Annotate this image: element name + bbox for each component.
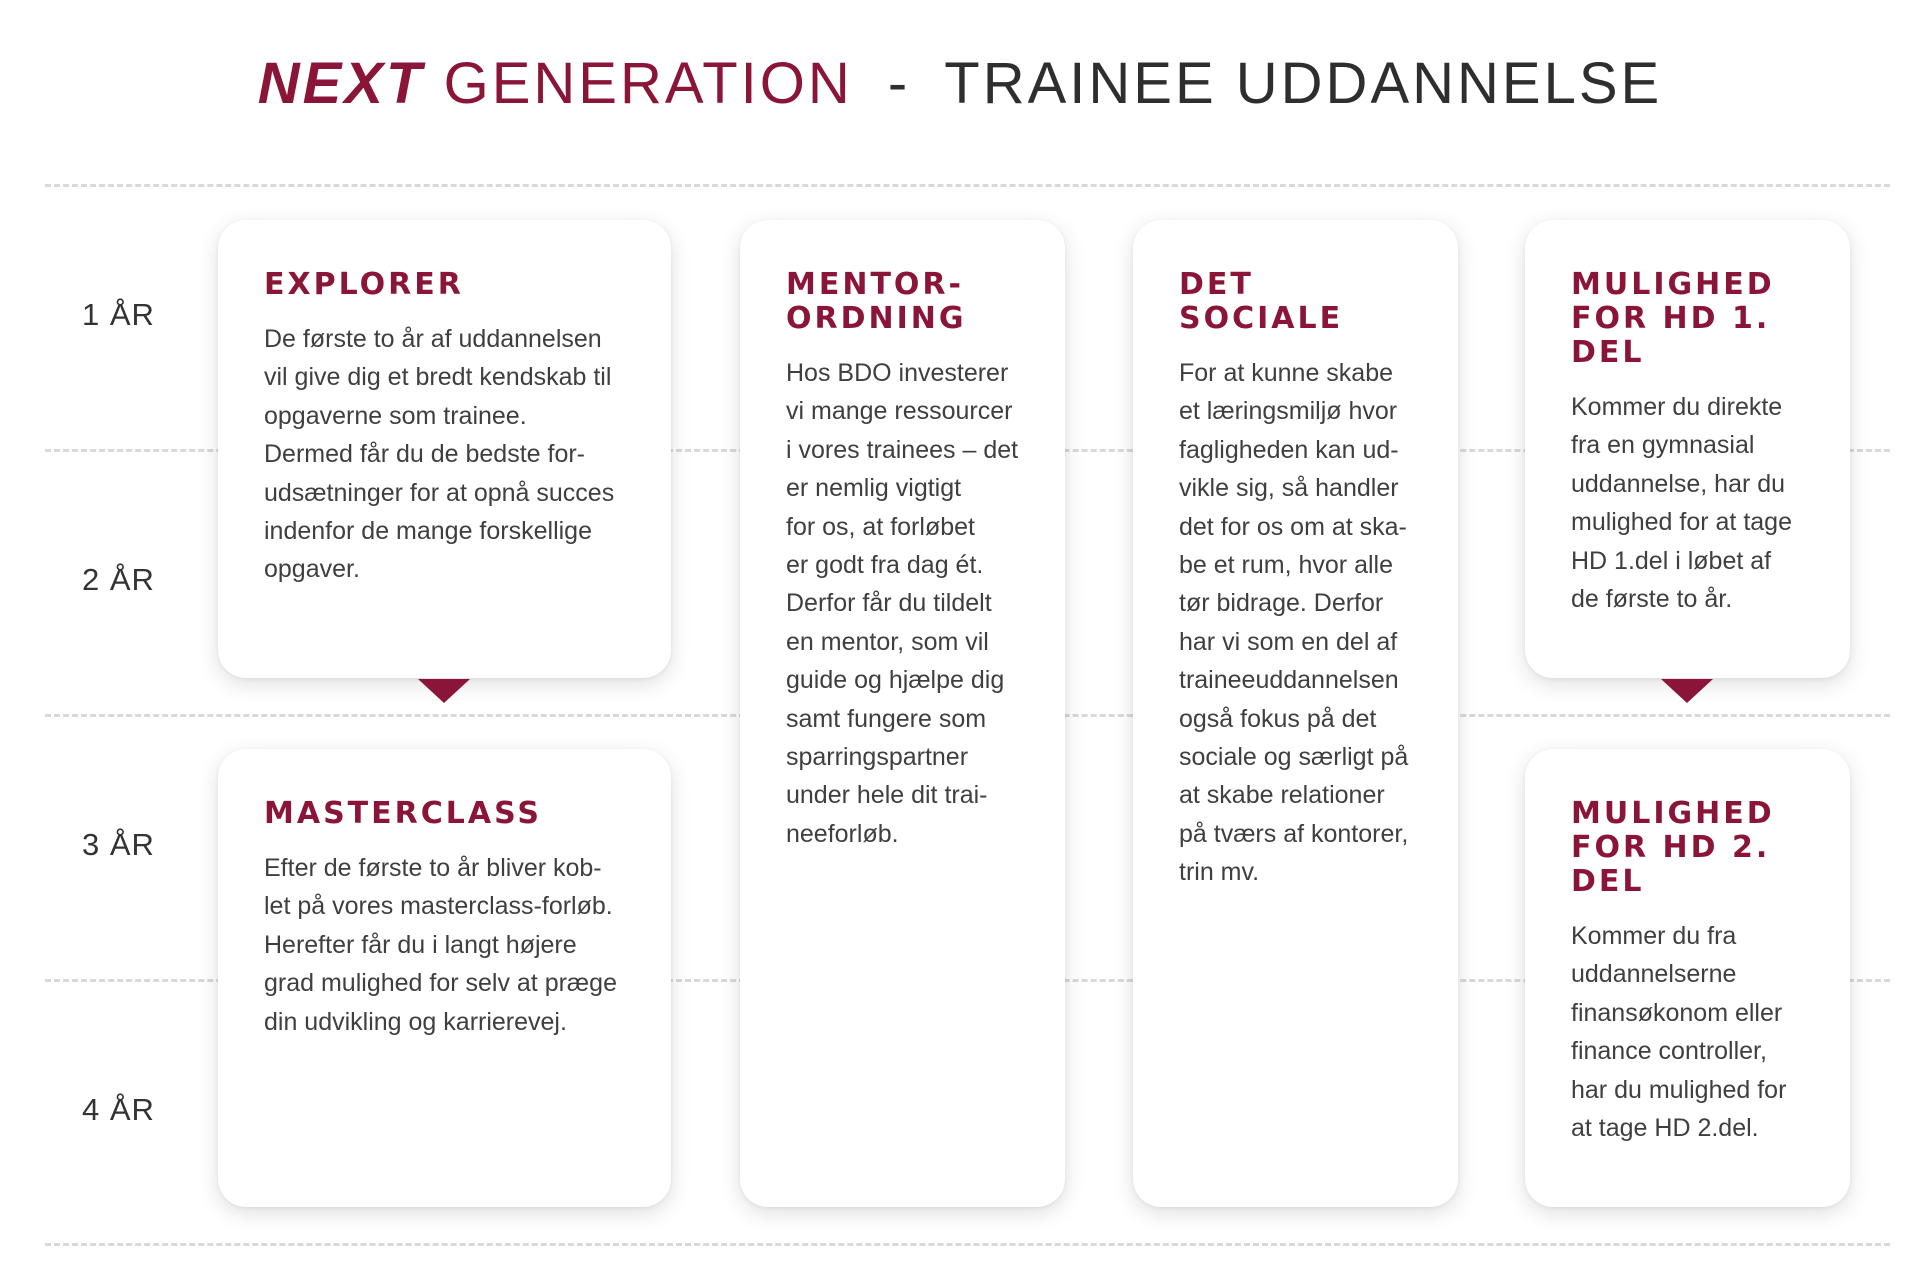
card-title: MULIGHED FOR HD 1. DEL [1571, 267, 1775, 370]
arrow-down-icon [1661, 679, 1713, 703]
year-label-3: 3 ÅR [82, 827, 155, 862]
year-label-4: 4 ÅR [82, 1092, 155, 1127]
page-title [0, 50, 1920, 117]
card-body: Kommer du direkte fra en gymnasial uddannelse, har du mulighed for at tage HD 1.del i løbet af de første to år. [1571, 393, 1792, 614]
card-body: For at kunne skabe et læringsmiljø hvor fagligheden kan ud- vikle sig, så handler det for os om at ska- be et rum, hvor alle tør bidrage. Derfor har vi som en del af traineeuddannelsen også fokus på det sociale og særligt på at skabe relationer på tværs af kontorer, trin mv. [1179, 359, 1409, 887]
grid-line [45, 184, 1890, 187]
card-title: MULIGHED FOR HD 2. DEL [1571, 796, 1775, 899]
title-dash: - [887, 51, 911, 116]
card-title: EXPLORER [264, 267, 464, 302]
title-next: NEXT [257, 51, 425, 116]
title-generation: GENERATION [443, 51, 853, 116]
card-body: Kommer du fra uddannelserne finansøkonom eller finance controller, har du mulighed for at tage HD 2.del. [1571, 922, 1787, 1143]
card-title: DET SOCIALE [1179, 267, 1344, 336]
card-det-sociale [1133, 220, 1458, 1207]
card-title: MASTERCLASS [264, 796, 542, 831]
card-hd-2-del [1525, 749, 1850, 1207]
card-body: Efter de første to år bliver kob- let på vores masterclass-forløb. Herefter får du i langt højere grad mulighed for selv at præge din udvikling og karrierevej. [264, 854, 617, 1036]
card-masterclass [218, 749, 671, 1207]
title-subtitle: TRAINEE UDDANNELSE [944, 51, 1663, 116]
grid-line [45, 1243, 1890, 1246]
year-label-2: 2 ÅR [82, 562, 155, 597]
card-title: MENTOR- ORDNING [786, 267, 967, 336]
card-hd-1-del [1525, 220, 1850, 678]
card-body: Hos BDO investerer vi mange ressourcer i vores trainees – det er nemlig vigtigt for os, at forløbet er godt fra dag ét. Derfor får du tildelt en mentor, som vil guide og hjælpe dig samt fungere som sparringspartner under hele dit trai- neeforløb. [786, 359, 1019, 848]
card-body: De første to år af uddannelsen vil give dig et bredt kendskab til opgaverne som trainee. Dermed får du de bedste for- udsætninger for at opnå succes indenfor de mange forskellige opgaver. [264, 325, 615, 584]
card-mentorordning [740, 220, 1065, 1207]
year-label-1: 1 ÅR [82, 297, 155, 332]
arrow-down-icon [418, 679, 470, 703]
card-explorer [218, 220, 671, 678]
